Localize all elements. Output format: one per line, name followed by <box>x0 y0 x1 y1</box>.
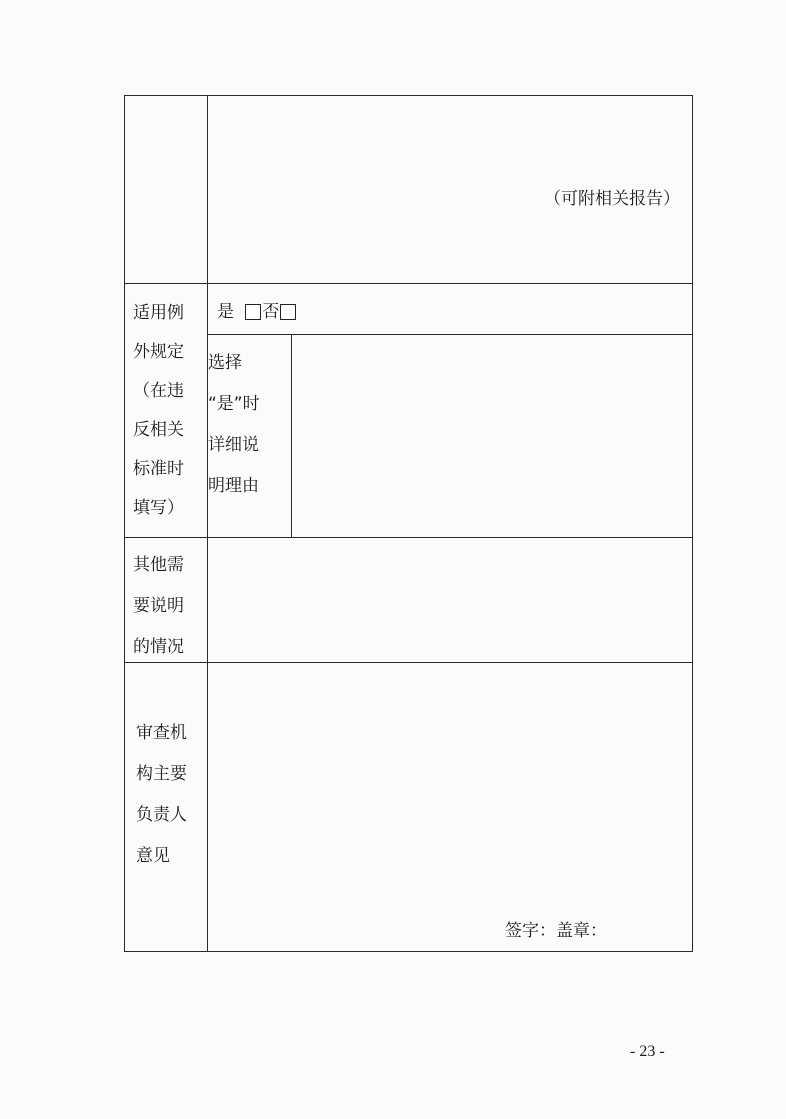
yes-no-options <box>217 302 297 323</box>
reason-content-field[interactable] <box>293 336 691 536</box>
page-number: - 23 - <box>630 1043 665 1060</box>
review-label-line: 审查机 <box>136 723 187 743</box>
exception-label-line: 适用例 <box>133 303 184 323</box>
other-label-line: 其他需 <box>133 555 184 575</box>
exception-label-line: 填写） <box>133 498 184 518</box>
exception-label-line: 标准时 <box>133 459 184 479</box>
other-label-line: 要说明 <box>133 596 184 616</box>
review-label-line: 负责人 <box>136 805 187 825</box>
other-label-line: 的情况 <box>133 637 184 657</box>
reason-label <box>208 343 260 507</box>
row-divider-yesno <box>207 334 693 335</box>
exception-label <box>133 294 184 528</box>
row-divider-report <box>124 283 693 284</box>
row-divider-other <box>124 662 693 663</box>
review-label <box>136 713 187 877</box>
no-label: 否 <box>262 302 280 322</box>
reason-label-line: “是”时 <box>208 394 260 414</box>
reason-label-line: 明理由 <box>208 476 259 496</box>
review-label-line: 意见 <box>136 846 170 866</box>
attach-report-note: （可附相关报告） <box>544 189 680 209</box>
row-divider-exception <box>124 537 693 538</box>
exception-label-line: （在违 <box>133 381 184 401</box>
table-left-border <box>124 95 125 952</box>
reason-column-divider <box>291 334 292 537</box>
exception-label-line: 外规定 <box>133 342 184 362</box>
review-label-line: 构主要 <box>136 764 187 784</box>
table-top-border <box>124 95 693 96</box>
table-right-border <box>692 95 693 952</box>
reason-label-line: 选择 <box>208 353 242 373</box>
yes-label: 是 <box>217 302 234 322</box>
exception-label-line: 反相关 <box>133 420 184 440</box>
other-content-field[interactable] <box>209 539 691 661</box>
other-label <box>133 545 184 668</box>
review-content-field[interactable] <box>209 664 691 914</box>
reason-label-line: 详细说 <box>208 435 259 455</box>
table-bottom-border <box>124 951 693 952</box>
yes-checkbox[interactable] <box>245 304 261 320</box>
label-column-divider <box>207 95 208 952</box>
signature-seal-label: 签字：盖章： <box>505 921 607 941</box>
no-checkbox[interactable] <box>280 304 296 320</box>
